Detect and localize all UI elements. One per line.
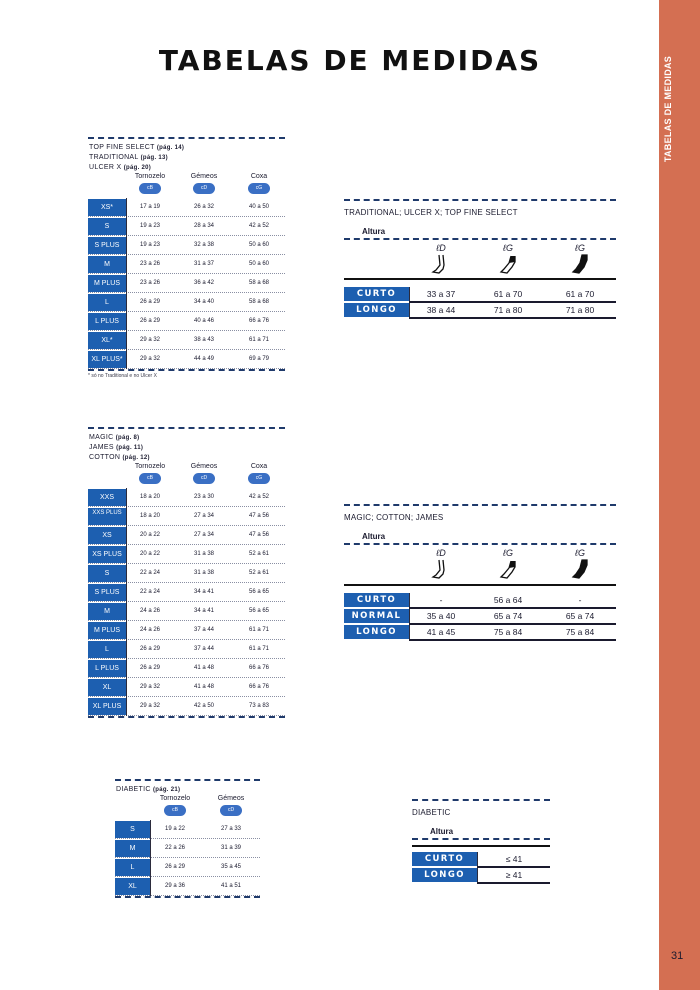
size-label: L PLUS — [88, 313, 126, 330]
size-label: XXS — [88, 489, 126, 506]
size-label: M PLUS — [88, 622, 126, 639]
measure-cell: 50 a 60 — [248, 261, 270, 267]
height-table-3 — [412, 799, 550, 890]
height-value: 75 a 84 — [565, 627, 595, 637]
measure-cell: 61 a 71 — [248, 627, 270, 633]
measure-cell: 61 a 71 — [248, 337, 270, 343]
size-label: XL* — [88, 332, 126, 349]
measure-cell: 22 a 24 — [139, 570, 161, 576]
measure-cell: 19 a 23 — [139, 223, 161, 229]
height-subtitle: Altura — [430, 827, 454, 836]
table-row — [88, 621, 285, 640]
measure-codes — [115, 805, 260, 817]
height-label: LONGO — [412, 868, 477, 882]
height-label: CURTO — [412, 852, 477, 866]
measure-cell: 52 a 61 — [248, 570, 270, 576]
leg-column-header — [560, 243, 600, 279]
product-page-ref: (pág. 14) — [156, 145, 185, 151]
table-row — [88, 526, 285, 545]
height-value: 41 a 45 — [426, 627, 456, 637]
size-label: L PLUS — [88, 660, 126, 677]
measure-cell: 31 a 38 — [193, 570, 215, 576]
header-rule — [412, 845, 550, 847]
measure-cell: 41 a 48 — [193, 665, 215, 671]
leg-full-icon — [560, 558, 600, 584]
measure-cell: 35 a 45 — [220, 864, 242, 870]
leg-code: ℓG — [503, 548, 513, 558]
product-name: COTTON — [89, 454, 121, 461]
product-headline — [89, 453, 285, 463]
measure-codes — [88, 183, 285, 195]
page-number: 31 — [671, 950, 684, 962]
measure-cell: 27 a 34 — [193, 513, 215, 519]
measure-cell: 17 a 19 — [139, 204, 161, 210]
measure-cell: 34 a 41 — [193, 608, 215, 614]
measure-cell: 26 a 29 — [164, 864, 186, 870]
leg-column-header — [421, 548, 461, 584]
measure-code-badge: cB — [164, 805, 186, 816]
measure-cell: 34 a 41 — [193, 589, 215, 595]
measure-code-badge: cG — [248, 473, 270, 484]
leg-column-header — [488, 243, 528, 279]
height-subtitle: Altura — [362, 227, 386, 236]
height-label: NORMAL — [344, 609, 409, 623]
column-headers — [88, 463, 285, 473]
measure-cell: 27 a 34 — [193, 532, 215, 538]
side-section-label: TABELAS DE MEDIDAS — [663, 55, 673, 163]
size-table-3 — [115, 779, 260, 898]
column-header: Tornozelo — [134, 173, 166, 180]
table-bottom-border — [88, 716, 285, 718]
product-page-ref: (pág. 12) — [122, 455, 150, 461]
height-value: - — [578, 595, 582, 605]
measure-cell: 52 a 61 — [248, 551, 270, 557]
table-row — [88, 659, 285, 678]
measure-cell: 26 a 29 — [139, 646, 161, 652]
product-page-ref: (pág. 11) — [116, 445, 144, 451]
measure-cell: 29 a 32 — [139, 356, 161, 362]
measure-cell: 29 a 32 — [139, 703, 161, 709]
height-value: 33 a 37 — [426, 289, 456, 299]
subtitle-border — [412, 838, 550, 840]
measure-cell: 61 a 71 — [248, 646, 270, 652]
column-header: Tornozelo — [134, 463, 166, 470]
size-rows — [88, 198, 285, 369]
size-label: S PLUS — [88, 584, 126, 601]
height-subtitle: Altura — [362, 532, 386, 541]
measure-cell: 56 a 65 — [248, 608, 270, 614]
table-row — [88, 507, 285, 526]
measure-cell: 19 a 23 — [139, 242, 161, 248]
size-label: L — [88, 641, 126, 658]
height-table-title: TRADITIONAL; ULCER X; TOP FINE SELECT — [344, 208, 518, 217]
measure-cell: 23 a 26 — [139, 280, 161, 286]
subtitle-border — [344, 543, 616, 545]
measure-cell: 50 a 60 — [248, 242, 270, 248]
height-value: ≤ 41 — [505, 854, 523, 864]
size-rows — [88, 488, 285, 716]
height-value: 35 a 40 — [426, 611, 456, 621]
measure-cell: 26 a 32 — [193, 204, 215, 210]
column-header: Gémeos — [190, 173, 218, 180]
measure-cell: 18 a 20 — [139, 494, 161, 500]
product-headline — [89, 153, 285, 163]
height-row — [344, 593, 616, 607]
size-label: M PLUS — [88, 275, 126, 292]
header-rule — [344, 278, 616, 280]
size-label: XXS PLUS — [88, 508, 126, 525]
measure-cell: 28 a 34 — [193, 223, 215, 229]
height-label: CURTO — [344, 287, 409, 301]
leg-below-knee-icon — [421, 558, 461, 584]
size-table-2 — [88, 427, 285, 718]
measure-code-badge: cB — [139, 183, 161, 194]
height-value: 71 a 80 — [493, 305, 523, 315]
table-bottom-border — [88, 369, 285, 371]
measure-cell: 38 a 43 — [193, 337, 215, 343]
height-value: ≥ 41 — [505, 870, 523, 880]
table-footnote: * só no Traditional e no Ulcer X — [88, 373, 157, 379]
size-table-1 — [88, 137, 285, 379]
height-value: 71 a 80 — [565, 305, 595, 315]
measure-cell: 47 a 56 — [248, 513, 270, 519]
table-row — [115, 858, 260, 877]
size-label: XS* — [88, 199, 126, 216]
size-label: XL PLUS — [88, 698, 126, 715]
table-row — [88, 545, 285, 564]
measure-cell: 41 a 48 — [193, 684, 215, 690]
product-headline — [116, 785, 260, 795]
measure-cell: 69 a 79 — [248, 356, 270, 362]
measure-cell: 42 a 52 — [248, 223, 270, 229]
leg-code: ℓG — [503, 243, 513, 253]
height-label: LONGO — [344, 303, 409, 317]
size-label: XL — [88, 679, 126, 696]
table-row — [88, 488, 285, 507]
product-list — [88, 429, 285, 463]
measure-cell: 42 a 52 — [248, 494, 270, 500]
measure-cell: 19 a 22 — [164, 826, 186, 832]
height-table-title: DIABETIC — [412, 808, 451, 817]
height-label: LONGO — [344, 625, 409, 639]
column-divider — [477, 868, 478, 882]
column-headers — [115, 795, 260, 805]
measure-cell: 37 a 44 — [193, 646, 215, 652]
table-row — [88, 678, 285, 697]
column-divider — [409, 593, 410, 607]
measure-cell: 24 a 26 — [139, 627, 161, 633]
leg-code: ℓD — [436, 548, 446, 558]
table-row — [88, 217, 285, 236]
table-row — [88, 350, 285, 369]
measure-cell: 58 a 68 — [248, 299, 270, 305]
size-label: S — [115, 821, 150, 838]
table-row — [115, 839, 260, 858]
page-title: TABELAS DE MEDIDAS — [158, 44, 542, 77]
product-name: ULCER X — [89, 164, 122, 171]
height-row — [344, 303, 616, 317]
height-value: 65 a 74 — [565, 611, 595, 621]
leg-thigh-icon — [488, 253, 528, 279]
product-name: MAGIC — [89, 434, 114, 441]
height-value: 56 a 64 — [493, 595, 523, 605]
column-divider — [409, 303, 410, 317]
measure-cell: 22 a 26 — [164, 845, 186, 851]
measure-cell: 40 a 50 — [248, 204, 270, 210]
product-name: TRADITIONAL — [89, 154, 139, 161]
height-value: 75 a 84 — [493, 627, 523, 637]
leg-thigh-icon — [488, 558, 528, 584]
product-headline — [89, 143, 285, 153]
measure-cell: 20 a 22 — [139, 532, 161, 538]
product-page-ref: (pág. 20) — [123, 165, 152, 171]
leg-full-icon — [560, 253, 600, 279]
table-top-border — [344, 199, 616, 201]
table-row — [88, 312, 285, 331]
size-label: M — [88, 256, 126, 273]
column-divider — [409, 287, 410, 301]
measure-cell: 37 a 44 — [193, 627, 215, 633]
measure-cell: 47 a 56 — [248, 532, 270, 538]
leg-column-header — [421, 243, 461, 279]
column-header: Coxa — [250, 173, 268, 180]
column-header: Gémeos — [190, 463, 218, 470]
measure-cell: 26 a 29 — [139, 318, 161, 324]
measure-cell: 36 a 42 — [193, 280, 215, 286]
measure-cell: 32 a 38 — [193, 242, 215, 248]
measure-cell: 34 a 40 — [193, 299, 215, 305]
table-row — [88, 602, 285, 621]
table-top-border — [344, 504, 616, 506]
column-header: Tornozelo — [159, 795, 191, 802]
leg-column-header — [488, 548, 528, 584]
height-value: 38 a 44 — [426, 305, 456, 315]
measure-cell: 29 a 32 — [139, 684, 161, 690]
product-name: TOP FINE SELECT — [89, 144, 155, 151]
product-headline — [89, 433, 285, 443]
height-value: 65 a 74 — [493, 611, 523, 621]
table-row — [115, 877, 260, 896]
column-divider — [409, 609, 410, 623]
table-row — [115, 820, 260, 839]
height-value: 61 a 70 — [493, 289, 523, 299]
table-row — [88, 293, 285, 312]
table-row — [88, 564, 285, 583]
product-list — [115, 781, 260, 795]
measure-cell: 26 a 29 — [139, 299, 161, 305]
height-row — [344, 287, 616, 301]
measure-code-badge: cB — [139, 473, 161, 484]
column-divider — [477, 852, 478, 866]
measure-cell: 31 a 38 — [193, 551, 215, 557]
height-table-1 — [344, 199, 616, 325]
table-row — [88, 697, 285, 716]
subtitle-border — [344, 238, 616, 240]
measure-cell: 23 a 26 — [139, 261, 161, 267]
product-headline — [89, 163, 285, 173]
product-page-ref: (pág. 21) — [152, 787, 181, 793]
product-list — [88, 139, 285, 173]
measure-cell: 27 a 33 — [220, 826, 242, 832]
size-label: S — [88, 565, 126, 582]
table-row — [88, 274, 285, 293]
table-row — [88, 640, 285, 659]
measure-cell: 66 a 76 — [248, 318, 270, 324]
measure-cell: 31 a 37 — [193, 261, 215, 267]
product-page-ref: (pág. 8) — [115, 435, 140, 441]
table-row — [88, 331, 285, 350]
measure-cell: 66 a 76 — [248, 665, 270, 671]
height-table-title: MAGIC; COTTON; JAMES — [344, 513, 444, 522]
column-header: Gémeos — [217, 795, 245, 802]
measure-cell: 41 a 51 — [220, 883, 242, 889]
size-label: M — [115, 840, 150, 857]
height-row — [412, 852, 550, 866]
leg-code: ℓG — [575, 548, 585, 558]
measure-cell: 58 a 68 — [248, 280, 270, 286]
measure-cell: 18 a 20 — [139, 513, 161, 519]
size-label: XS — [88, 527, 126, 544]
measure-cell: 29 a 36 — [164, 883, 186, 889]
measure-cell: 42 a 50 — [193, 703, 215, 709]
leg-code: ℓD — [436, 243, 446, 253]
header-rule — [344, 584, 616, 586]
product-name: JAMES — [89, 444, 114, 451]
size-label: XS PLUS — [88, 546, 126, 563]
leg-below-knee-icon — [421, 253, 461, 279]
leg-column-header — [560, 548, 600, 584]
table-row — [88, 198, 285, 217]
table-bottom-border — [115, 896, 260, 898]
size-rows — [115, 820, 260, 896]
product-name: DIABETIC — [116, 786, 151, 793]
measure-cell: 20 a 22 — [139, 551, 161, 557]
measure-cell: 29 a 32 — [139, 337, 161, 343]
measure-cell: 23 a 30 — [193, 494, 215, 500]
measure-cell: 73 a 83 — [248, 703, 270, 709]
size-label: S PLUS — [88, 237, 126, 254]
measure-code-badge: cG — [248, 183, 270, 194]
measure-cell: 40 a 46 — [193, 318, 215, 324]
measure-cell: 24 a 26 — [139, 608, 161, 614]
measure-code-badge: cD — [193, 473, 215, 484]
measure-code-badge: cD — [220, 805, 242, 816]
measure-cell: 56 a 65 — [248, 589, 270, 595]
column-headers — [88, 173, 285, 183]
row-underline — [477, 882, 550, 884]
table-row — [88, 255, 285, 274]
product-page-ref: (pág. 13) — [140, 155, 168, 161]
column-header: Coxa — [250, 463, 268, 470]
row-underline — [409, 639, 616, 641]
row-underline — [409, 317, 616, 319]
table-top-border — [412, 799, 550, 801]
leg-code: ℓG — [575, 243, 585, 253]
size-label: L — [88, 294, 126, 311]
size-label: M — [88, 603, 126, 620]
height-label: CURTO — [344, 593, 409, 607]
height-row — [412, 868, 550, 882]
column-divider — [409, 625, 410, 639]
measure-codes — [88, 473, 285, 485]
measure-cell: 44 a 49 — [193, 356, 215, 362]
measure-cell: 66 a 76 — [248, 684, 270, 690]
measure-cell: 26 a 29 — [139, 665, 161, 671]
measure-cell: 31 a 39 — [220, 845, 242, 851]
size-label: XL — [115, 878, 150, 895]
size-label: L — [115, 859, 150, 876]
measure-code-badge: cD — [193, 183, 215, 194]
height-value: - — [439, 595, 443, 605]
table-row — [88, 583, 285, 602]
measure-cell: 22 a 24 — [139, 589, 161, 595]
height-row — [344, 625, 616, 639]
product-headline — [89, 443, 285, 453]
size-label: S — [88, 218, 126, 235]
height-row — [344, 609, 616, 623]
table-row — [88, 236, 285, 255]
height-value: 61 a 70 — [565, 289, 595, 299]
size-label: XL PLUS* — [88, 351, 126, 368]
height-table-2 — [344, 504, 616, 647]
